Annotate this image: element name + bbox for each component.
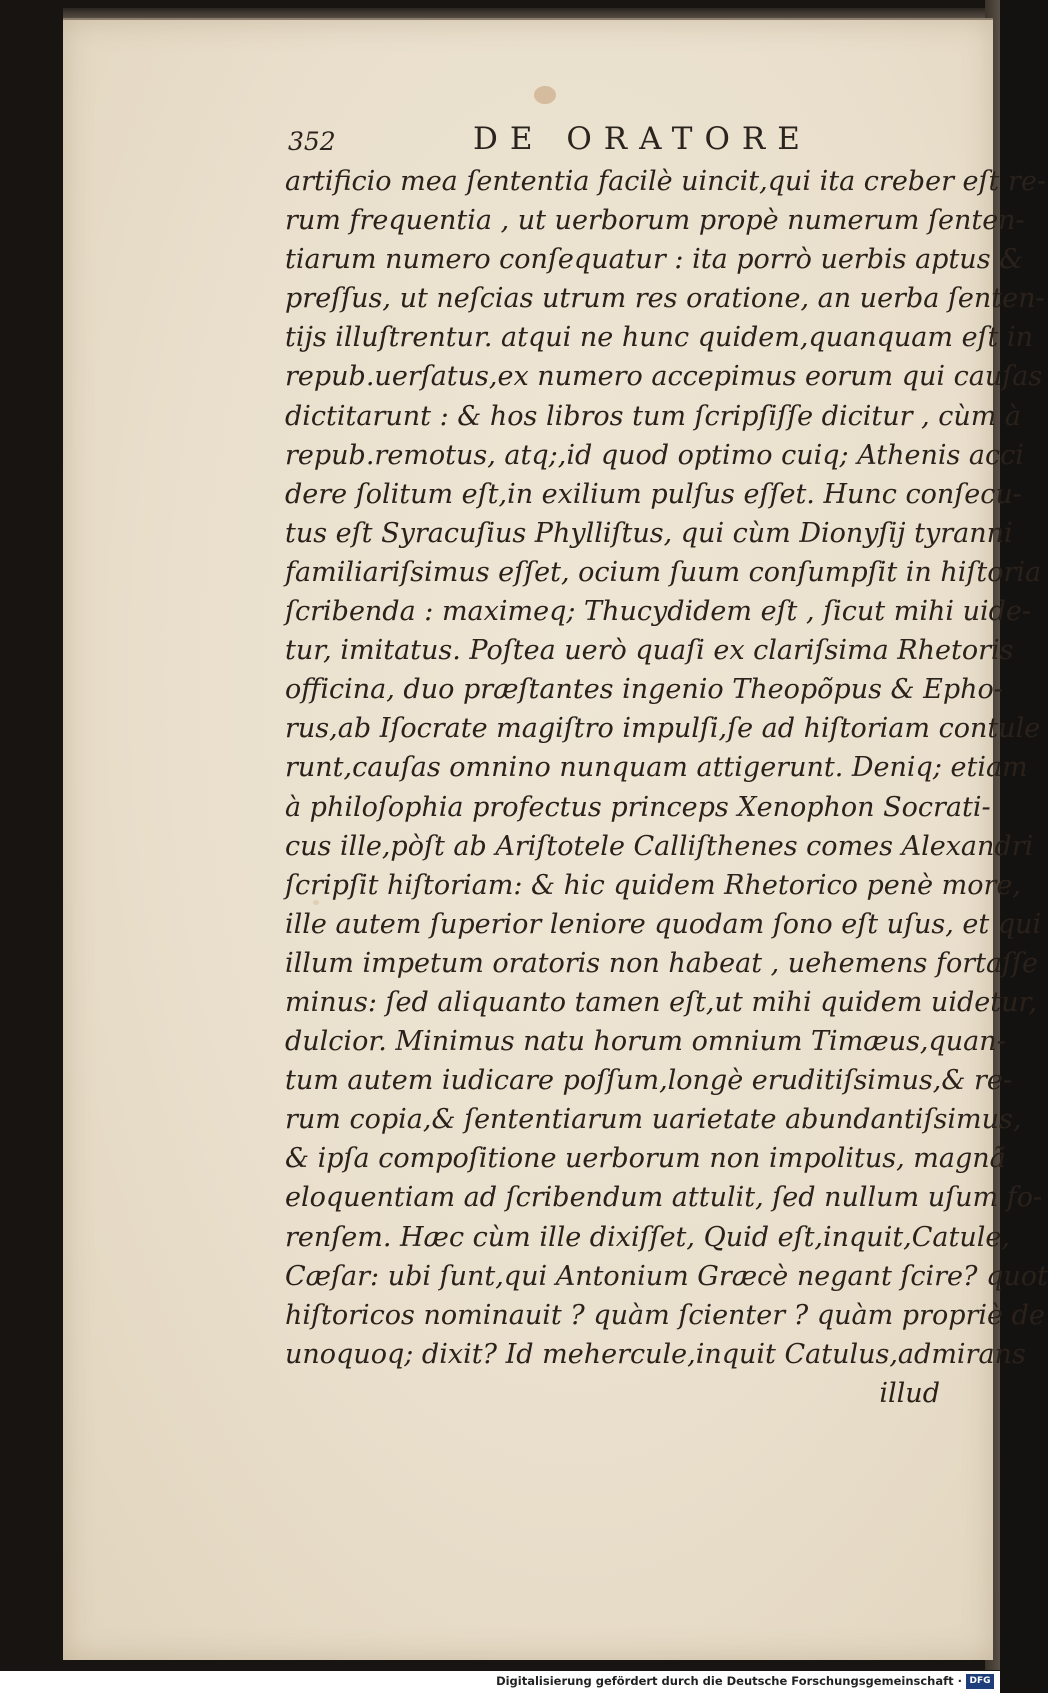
running-head (288, 121, 888, 161)
dfg-logo: DFG (966, 1674, 994, 1689)
footer-credit: Digitalisierung gefördert durch die Deutsche Forschungsgemeinschaft · (496, 1674, 962, 1688)
text-line: tijs illuſtrentur. atqui ne hunc quidem,quanquam eſt in (285, 322, 1034, 354)
text-line: illum impetum oratoris non habeat , uehemens fortaſſe (285, 947, 1039, 979)
text-line: familiariſsimus eſſet, ocium ſuum conſumpſit in hiſtoria (285, 556, 1042, 588)
text-line: preſſus, ut neſcias utrum res oratione, an uerba ſenten- (285, 283, 1045, 315)
text-line: dulcior. Minimus natu horum omnium Timæus,quan- (285, 1026, 1006, 1058)
text-line: repub.remotus, atq;,id quod optimo cuiq; Athenis acci (285, 439, 1024, 471)
text-line: cus ille,pòſt ab Ariſtotele Calliſthenes comes Alexandri (285, 830, 1034, 862)
text-line: à philoſophia profectus princeps Xenophon Socrati- (285, 791, 991, 823)
text-line: & ipſa compoſitione uerborum non impolitus, magnã (285, 1143, 1006, 1175)
foxing-stain (534, 86, 556, 104)
text-line: runt,cauſas omnino nunquam attigerunt. Deniq; etiam (285, 752, 1028, 784)
text-line: rum copia,& ſententiarum uarietate abundantiſsimus, (285, 1104, 1022, 1136)
text-line: minus: ſed aliquanto tamen eſt,ut mihi quidem uidetur, (285, 986, 1037, 1018)
text-line: rus,ab Iſocrate magiſtro impulſi,ſe ad hiſtoriam contule (285, 713, 1041, 745)
text-line: rum frequentia , ut uerborum propè numerum ſenten- (285, 205, 1025, 237)
text-line: hiſtoricos nominauit ? quàm ſcienter ? quàm propriè de (285, 1299, 1045, 1331)
text-line: dictitarunt : & hos libros tum ſcripſiſſe dicitur , cùm à (285, 400, 1022, 432)
text-line: dere ſolitum eſt,in exilium pulſus eſſet. Hunc conſecu- (285, 478, 1022, 510)
text-line: ſcripſit hiſtoriam: & hic quidem Rhetorico penè more, (285, 869, 1021, 901)
text-line: unoquoq; dixit? Id mehercule,inquit Catulus,admirans (285, 1338, 1026, 1370)
text-line: tum autem iudicare poſſum,longè eruditiſsimus,& re- (285, 1065, 1012, 1097)
text-line: officina, duo præſtantes ingenio Theopõpus & Epho- (285, 674, 1003, 706)
book-page (63, 18, 1048, 1660)
text-line: ſcribenda : maximeq; Thucydidem eſt , ſicut mihi uide- (285, 596, 1031, 628)
page-number: 352 (288, 127, 336, 156)
text-line: repub.uerſatus,ex numero accepimus eorum qui cauſas (285, 361, 1043, 393)
text-line: tus eſt Syracuſius Phylliſtus, qui cùm Dionyſij tyranni (285, 517, 1013, 549)
text-line: tiarum numero conſequatur : ita porrò uerbis aptus & (285, 244, 1024, 276)
text-line: eloquentiam ad ſcribendum attulit, ſed nullum uſum fo- (285, 1182, 1043, 1214)
text-line: Cæſar: ubi ſunt,qui Antonium Græcè negant ſcire? quot (285, 1260, 1048, 1292)
catchword: illud (879, 1377, 940, 1409)
running-title: DE ORATORE (473, 121, 812, 157)
digitization-footer (0, 1671, 1000, 1693)
text-line: artificio mea ſententia facilè uincit,qui ita creber eſt re- (285, 166, 1046, 197)
text-line: renſem. Hæc cùm ille dixiſſet, Quid eſt,inquit,Catule, (285, 1221, 1010, 1253)
text-line: ille autem ſuperior leniore quodam ſono eſt uſus, et qui (285, 908, 1042, 940)
body-text (285, 162, 1048, 1413)
text-line: tur, imitatus. Poſtea uerò quaſi ex clariſsima Rhetoris (285, 635, 1014, 667)
